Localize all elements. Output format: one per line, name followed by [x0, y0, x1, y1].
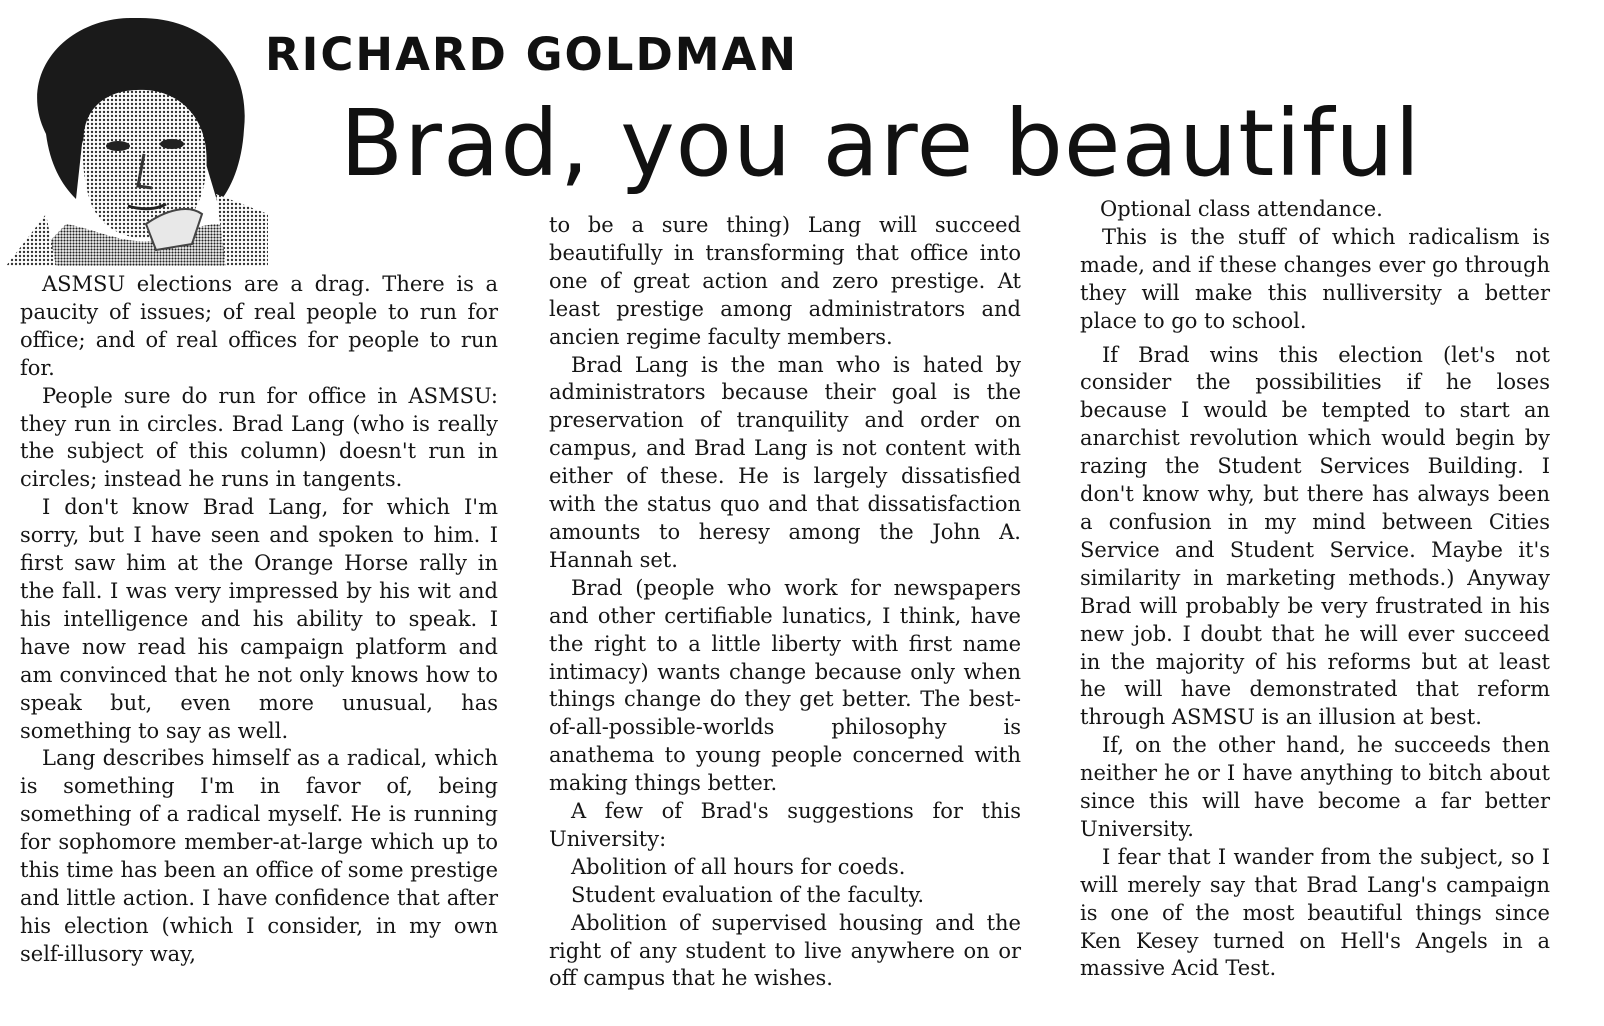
columnist-portrait: [6, 14, 268, 266]
article-column-2: [549, 212, 1021, 993]
paragraph: People sure do run for office in ASMSU: they run in circles. Brad Lang (who is really the subject of this column) doesn't run in circles; instead he runs in tangents.: [20, 383, 498, 492]
paragraph: Lang describes himself as a radical, which is something I'm in favor of, being something of a radical myself. He is running for sophomore member-at-large which up to this time has been an office of some prestige and little action. I have confidence that after his election (which I consider, in my own self-illusory way,: [20, 746, 498, 966]
byline: RICHARD GOLDMAN: [265, 28, 799, 81]
list-item: Abolition of all hours for coeds.: [571, 854, 906, 879]
article-column-1: [20, 271, 498, 969]
paragraph: I fear that I wander from the subject, so I will merely say that Brad Lang's campaign is one of the most beautiful things since Ken Kesey turned on Hell's Angels in a massive Acid Test.: [1080, 844, 1550, 981]
paragraph: ASMSU elections are a drag. There is a paucity of issues; of real people to run for office; and of real offices for people to run for.: [20, 272, 498, 380]
paragraph: I don't know Brad Lang, for which I'm sorry, but I have seen and spoken to him. I first saw him at the Orange Horse rally in the fall. I was very impressed by his wit and his intelligence and his ability to speak. I have now read his campaign platform and am convinced that he not only knows how to speak but, even more unusual, has something to say as well.: [20, 495, 498, 743]
article-column-3: [1080, 196, 1550, 983]
paragraph: A few of Brad's suggestions for this University:: [549, 799, 1021, 851]
paragraph: If Brad wins this election (let's not consider the possibilities if he loses because I would be tempted to start an anarchist revolution which would begin by razing the Student Services Building. I don't know why, but there has always been a confusion in my mind between Cities Service and Student Service. Maybe it's similarity in marketing methods.) Anyway Brad will probably be very frustrated in his new job. I doubt that he will ever succeed in the majority of his reforms but at least he will have demonstrated that reform through ASMSU is an illusion at best.: [1080, 342, 1550, 730]
paragraph: If, on the other hand, he succeeds then neither he or I have anything to bitch about since this will have become a far better University.: [1080, 733, 1550, 841]
paragraph: Brad Lang is the man who is hated by administrators because their goal is the preservation of tranquility and order on campus, and Brad Lang is not content with either of these. He is largely dissatisfied with the status quo and that dissatisfaction amounts to heresy among the John A. Hannah set.: [549, 352, 1021, 572]
list-item: Abolition of supervised housing and the right of any student to live anywhere on or off campus that he wishes.: [549, 910, 1021, 991]
headline: Brad, you are beautiful: [340, 90, 1422, 197]
paragraph: This is the stuff of which radicalism is made, and if these changes ever go through they will make this nulliversity a better place to go to school.: [1080, 224, 1550, 333]
paragraph: Brad (people who work for newspapers and other certifiable lunatics, I think, have the right to a little liberty with first name intimacy) wants change because only when things change do they get better. The best-of-all-possible-worlds philosophy is anathema to young people concerned with making things better.: [549, 575, 1021, 796]
list-item: Student evaluation of the faculty.: [571, 882, 925, 907]
paragraph: to be a sure thing) Lang will succeed beautifully in transforming that office into one of great action and zero prestige. At least prestige among administrators and ancien regime faculty members.: [549, 213, 1021, 349]
list-item: Optional class attendance.: [1100, 197, 1383, 221]
